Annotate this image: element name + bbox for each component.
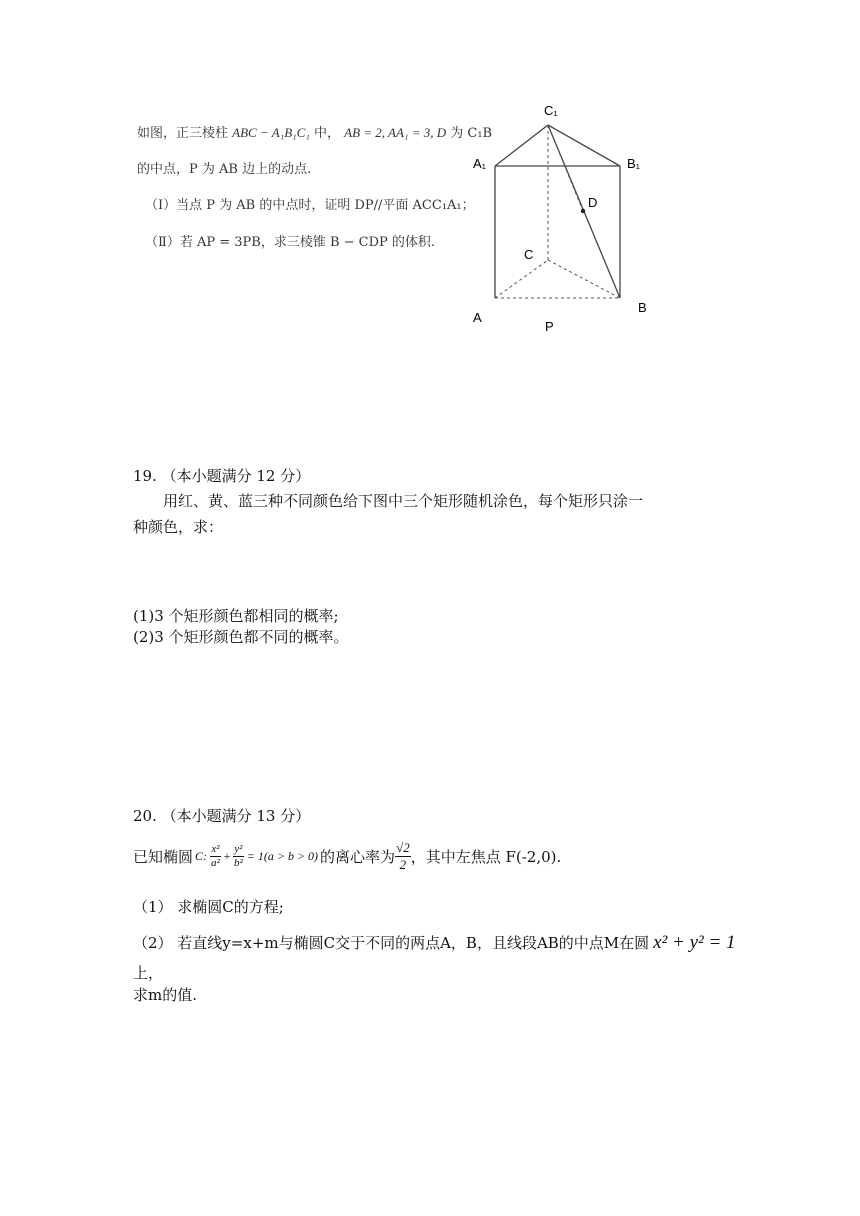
ellipse-name: C:: [195, 849, 208, 863]
label-c1: C₁: [544, 103, 558, 118]
label-c: C: [524, 247, 534, 262]
label-b1: B₁: [627, 156, 641, 171]
problem20-question1: （1） 求椭圆C的方程;: [133, 898, 284, 916]
problem20-question2: （2） 若直线y=x+m与椭圆C交于不同的两点A，B，且线段AB的中点M在圆 x² + y² = 1: [133, 932, 736, 953]
label-p: P: [545, 319, 554, 334]
problem19-question1: (1)3 个矩形颜色都相同的概率;: [133, 607, 339, 625]
fraction-y2-b2: $\frac{\text{y²}}{\text{b²}}$: [233, 843, 243, 869]
edge-a1-c1: [495, 125, 548, 166]
ellipse-condition: = 1(a > b > 0): [246, 849, 319, 863]
prism-figure: [460, 95, 660, 340]
problem18-line1: 如图，正三棱柱 ABC − A₁B₁C₁ 中， AB = 2, AA₁ = 3, D 为 C₁B: [137, 125, 493, 141]
problem19-question2: (2)3 个矩形颜色都不同的概率。: [133, 628, 349, 646]
problem19-heading: 19. （本小题满分 12 分）: [133, 467, 311, 485]
circle-equation: x² + y² = 1: [653, 932, 736, 953]
problem20-question2-tail: 上，: [133, 964, 164, 982]
problem19-line2: 种颜色，求：: [133, 518, 224, 536]
prism-name: ABC − A₁B₁C₁: [232, 125, 310, 140]
problem18-part2: （Ⅱ）若 AP = 3PB，求三棱锥 B − CDP 的体积.: [145, 235, 436, 250]
edge-a-c-hidden: [495, 260, 548, 298]
label-a: A: [473, 310, 482, 325]
fraction-x2-a2: $\frac{\text{x²}}{\text{a²}}$: [211, 843, 220, 869]
edge-c-b-hidden: [548, 260, 620, 298]
label-b: B: [638, 300, 647, 315]
problem20-intro: 已知椭圆 C: $\frac{\text{x²}}{\text{a²}}$ + $\frac{\text{y²}}{\text{b²}}$ = 1(a > b > 0) 的离心率为 $\frac{√2}{2}$ ，其中左焦点 F(-2,0).: [133, 840, 562, 872]
eccentricity-fraction: $\frac{√2}{2}$: [396, 840, 410, 872]
problem18-line2: 的中点，P 为 AB 边上的动点.: [137, 162, 312, 177]
given-conditions: AB = 2, AA₁ = 3, D: [344, 125, 447, 140]
problem20-heading: 20. （本小题满分 13 分）: [133, 807, 311, 825]
label-a1: A₁: [473, 156, 487, 171]
label-d: D: [588, 195, 598, 210]
problem20-question2-end: 求m的值.: [133, 986, 197, 1004]
edge-c1-b1: [548, 125, 620, 166]
point-d-dot: [581, 209, 585, 213]
problem19-line1: 用红、黄、蓝三种不同颜色给下图中三个矩形随机涂色，每个矩形只涂一: [163, 492, 644, 510]
problem18-part1: （Ⅰ）当点 P 为 AB 的中点时，证明 DP//平面 ACC₁A₁；: [145, 198, 475, 213]
